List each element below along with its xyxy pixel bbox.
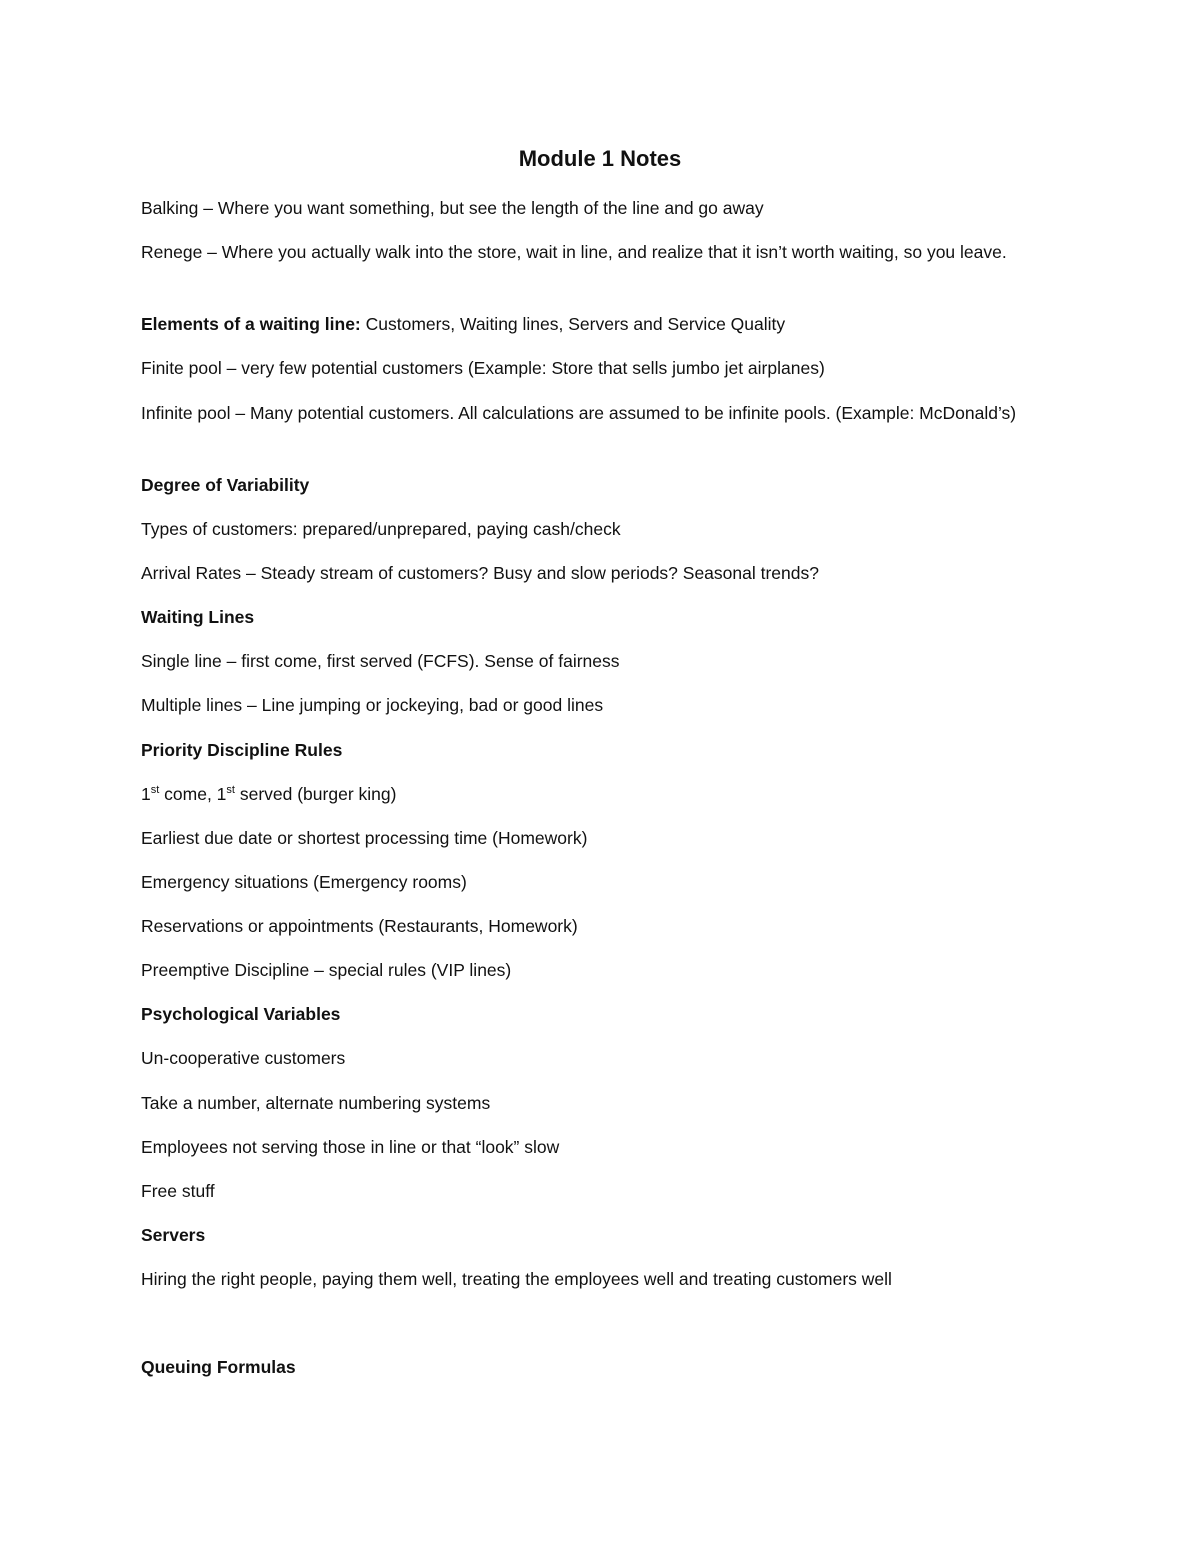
multiple-lines-note: Multiple lines – Line jumping or jockeying, bad or good lines <box>141 695 604 715</box>
queuing-formulas-heading: Queuing Formulas <box>141 1357 296 1377</box>
take-number-note: Take a number, alternate numbering systems <box>141 1093 491 1113</box>
servers-heading: Servers <box>141 1225 206 1245</box>
elements-note <box>141 310 1051 339</box>
single-line-note: Single line – first come, first served (FCFS). Sense of fairness <box>141 651 620 671</box>
page-title: Module 1 Notes <box>518 146 682 171</box>
earliest-due-note: Earliest due date or shortest processing time (Homework) <box>141 828 588 848</box>
psychological-variables-heading: Psychological Variables <box>141 1004 341 1024</box>
fcfs-note <box>141 780 1051 809</box>
fcfs-sup2: st <box>226 784 235 797</box>
elements-text: Customers, Waiting lines, Servers and Service Quality <box>360 314 786 334</box>
preemptive-note: Preemptive Discipline – special rules (VIP lines) <box>141 960 512 980</box>
degree-of-variability-heading: Degree of Variability <box>141 475 310 495</box>
fcfs-end: served (burger king) <box>234 784 397 804</box>
waiting-lines-heading: Waiting Lines <box>141 607 255 627</box>
finite-pool-note: Finite pool – very few potential customers (Example: Store that sells jumbo jet airplanes) <box>141 358 825 378</box>
arrival-rates-note: Arrival Rates – Steady stream of customers? Busy and slow periods? Seasonal trends? <box>141 563 819 583</box>
uncooperative-note: Un-cooperative customers <box>141 1048 346 1068</box>
fcfs-num1: 1 <box>141 784 151 804</box>
elements-label: Elements of a waiting line: <box>141 314 361 334</box>
emergency-note: Emergency situations (Emergency rooms) <box>141 872 467 892</box>
employees-note: Employees not serving those in line or that “look” slow <box>141 1137 560 1157</box>
fcfs-mid: come, 1 <box>159 784 227 804</box>
types-of-customers-note: Types of customers: prepared/unprepared, paying cash/check <box>141 519 621 539</box>
reservations-note: Reservations or appointments (Restaurants, Homework) <box>141 916 578 936</box>
priority-discipline-heading: Priority Discipline Rules <box>141 740 343 760</box>
balking-note: Balking – Where you want something, but see the length of the line and go away <box>141 198 764 218</box>
hiring-note: Hiring the right people, paying them well, treating the employees well and treating customers well <box>141 1269 892 1289</box>
renege-note: Renege – Where you actually walk into the store, wait in line, and realize that it isn’t worth waiting, so you leave. <box>141 242 1007 262</box>
fcfs-sup1: st <box>150 784 160 797</box>
infinite-pool-note: Infinite pool – Many potential customers. All calculations are assumed to be infinite pools. (Example: McDonald’s) <box>141 403 1017 423</box>
free-stuff-note: Free stuff <box>141 1181 215 1201</box>
